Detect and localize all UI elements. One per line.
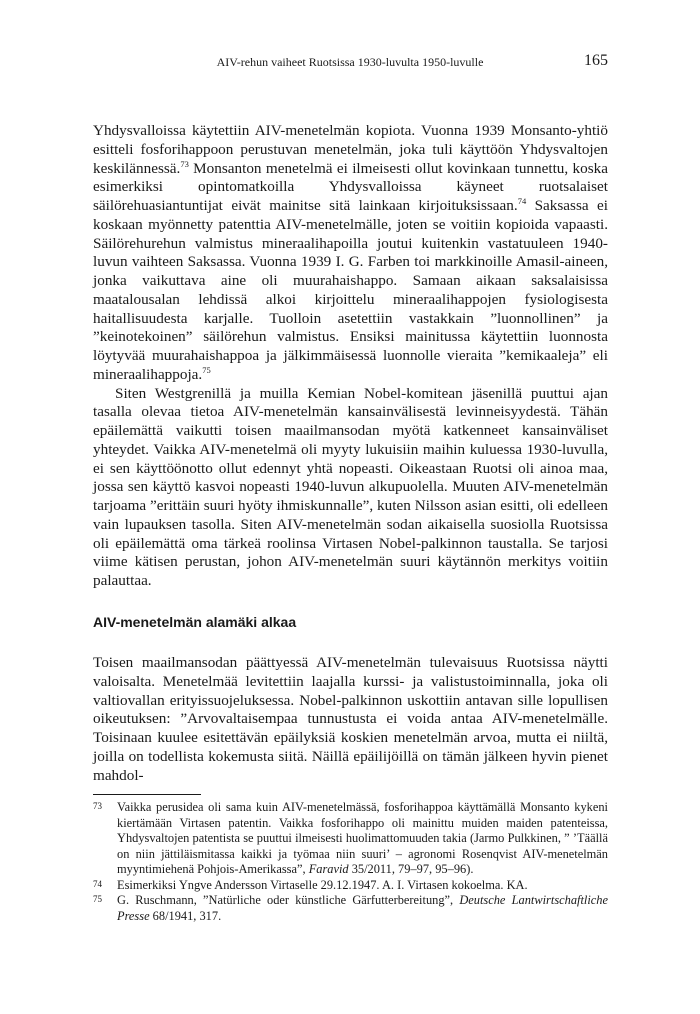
footnote-ref-75: 75 bbox=[202, 364, 211, 375]
paragraph-2: Siten Westgrenillä ja muilla Kemian Nobel-komitean jäsenillä puuttui ajan tasalla olevaa tietoa AIV-menetelmän kansainvälisestä levinneisyydestä. Tähän epäilemättä vaikutti toisen maailmansodan myötä katkenneet kansainväliset yhteydet. Vaikka AIV-menetelmä oli myyty lukuisiin maihin kuluessa 1930-luvulla, ei sen käyttöönotto ollut edennyt yhtä nopeasti. Oikeastaan Ruotsi oli ainoa maa, jossa sen käyttö kasvoi nopeasti 1940-luvun alkupuolella. Muuten AIV-menetelmän tarjoama ”erittäin suuri hyöty ihmiskunnalle”, kuten Nilsson asian esitti, oli edelleen vain lupauksen tasolla. Siten AIV-menetelmän sodan aikaisella suosiolla Ruotsissa oli epäilemättä oma tärkeä roolinsa Virtasen Nobel-palkinnon taustalla. Se tarjosi viime kätisen perustan, johon AIV-menetelmän suuri käytännön merkitys voitiin palauttaa. bbox=[93, 384, 608, 589]
section-heading: AIV-menetelmän alamäki alkaa bbox=[93, 614, 297, 630]
footnote-separator bbox=[93, 794, 201, 795]
footnote-number: 74 bbox=[93, 878, 102, 889]
running-head: AIV-rehun vaiheet Ruotsissa 1930-luvulta 1950-luvulle bbox=[216, 55, 484, 69]
footnote-journal-title: Deutsche Lantwirtschaftliche Presse bbox=[117, 893, 608, 923]
footnote-text-end: 68/1941, 317. bbox=[149, 908, 222, 923]
section-body bbox=[93, 654, 608, 785]
paragraph-1 bbox=[93, 122, 608, 385]
paragraph-1-part-2: Monsanton menetelmä ei ilmeisesti ollut kovinkaan tunnettu, koska esimerkiksi opintomatkoilla Yhdysvalloissa käyneet ruotsalaiset säilörehuasiantuntijat eivät mainitse sitä lainkaan kirjoituksissaan. bbox=[93, 159, 608, 214]
page-number: 165 bbox=[584, 52, 608, 69]
footnote-journal-title: Faravid bbox=[308, 862, 349, 876]
footnote-text-end: 35/2011, 79–97, 95–96). bbox=[348, 862, 474, 876]
footnote-74 bbox=[93, 878, 608, 894]
section-paragraph: Toisen maailmansodan päättyessä AIV-menetelmän tulevaisuus Ruotsissa näytti valoisalta. Menetelmää levitettiin laajalla kurssi- ja valistustoiminnalla, joka oli valtiovallan erityissuojeluksessa. Nobel-palkinnon uskottiin antavan sille lopullisen oikeutuksen: ”Arvovaltaisempaa tunnustusta ei voida antaa AIV-menetelmälle. Toisinaan kuulee esitettävän epäilyksiä koskien menetelmän arvoa, mutta ei niiltä, joilla on todellista kokemusta siitä. Näillä epäilijöillä on tämän jälkeen hyvin pienet mahdol- bbox=[93, 654, 608, 784]
footnotes bbox=[93, 800, 608, 924]
footnote-ref-74: 74 bbox=[517, 195, 527, 206]
footnote-73 bbox=[93, 800, 608, 878]
footnote-number: 75 bbox=[93, 894, 102, 904]
paragraph-1-part-3: Saksassa ei koskaan myönnetty patenttia AIV-menetelmälle, joten se voitiin kopioida vapaasti. Säilörehurehun valmistus mineraalihapoilla joutui kuitenkin vastatuuleen 1940-luvun vaihteen Saksassa. Vuonna 1939 I. G. Farben toi markkinoille Amasil-aineen, jonka vaikuttava aine oli muurahaishappo. Samaan aikaan saksalaisissa maatalousalan lehdissä alkoi kirjoittelu mineraalihappojen fysiologisesta haitallisuudesta karjalle. Tuolloin asetettiin vastakkain ”luonnollinen” ja ”keinotekoinen” säilörehun valmistus. Ensiksi mainitussa käytettiin luonnosta löytyvää muurahaishappoa ja jälkimmäisessä luonnolle vieraita ”kemikaaleja” eli mineraalihappoja. bbox=[93, 197, 608, 383]
footnote-text: G. Ruschmann, ”Natürliche oder künstliche Gärfutterbereitung”, bbox=[117, 893, 460, 907]
paragraph-1-part-1: Yhdysvalloissa käytettiin AIV-menetelmän kopiota. Vuonna 1939 Monsanto-yhtiö esitteli fosforihappoon perustuvan menetelmän, joka tuli käyttöön Yhdysvaltojen keskilännessä. bbox=[93, 122, 608, 177]
footnote-75 bbox=[93, 893, 608, 924]
body-text bbox=[93, 122, 608, 591]
footnote-number: 73 bbox=[93, 801, 102, 811]
footnote-text: Vaikka perusidea oli sama kuin AIV-menetelmässä, fosforihappoa käyttämällä Monsanto kykeni kiertämään Virtasen patentin. Vaikka fosforihappo oli mainittu muiden maiden patenteissa, Yhdysvaltojen patentista se puuttui ilmeisesti huolimattomuuden takia (Jarmo Pulkkinen, ” ’Täällä on niin jättiläismitassa kaikki ja työmaa niin suuri’ – agronomi Rosenqvist AIV-menetelmän myyntimiehenä Pohjois-Amerikassa”, bbox=[117, 800, 608, 876]
footnote-text: Esimerkiksi Yngve Andersson Virtaselle 29.12.1947. A. I. Virtasen kokoelma. KA. bbox=[117, 877, 528, 892]
footnote-ref-73: 73 bbox=[180, 158, 189, 169]
